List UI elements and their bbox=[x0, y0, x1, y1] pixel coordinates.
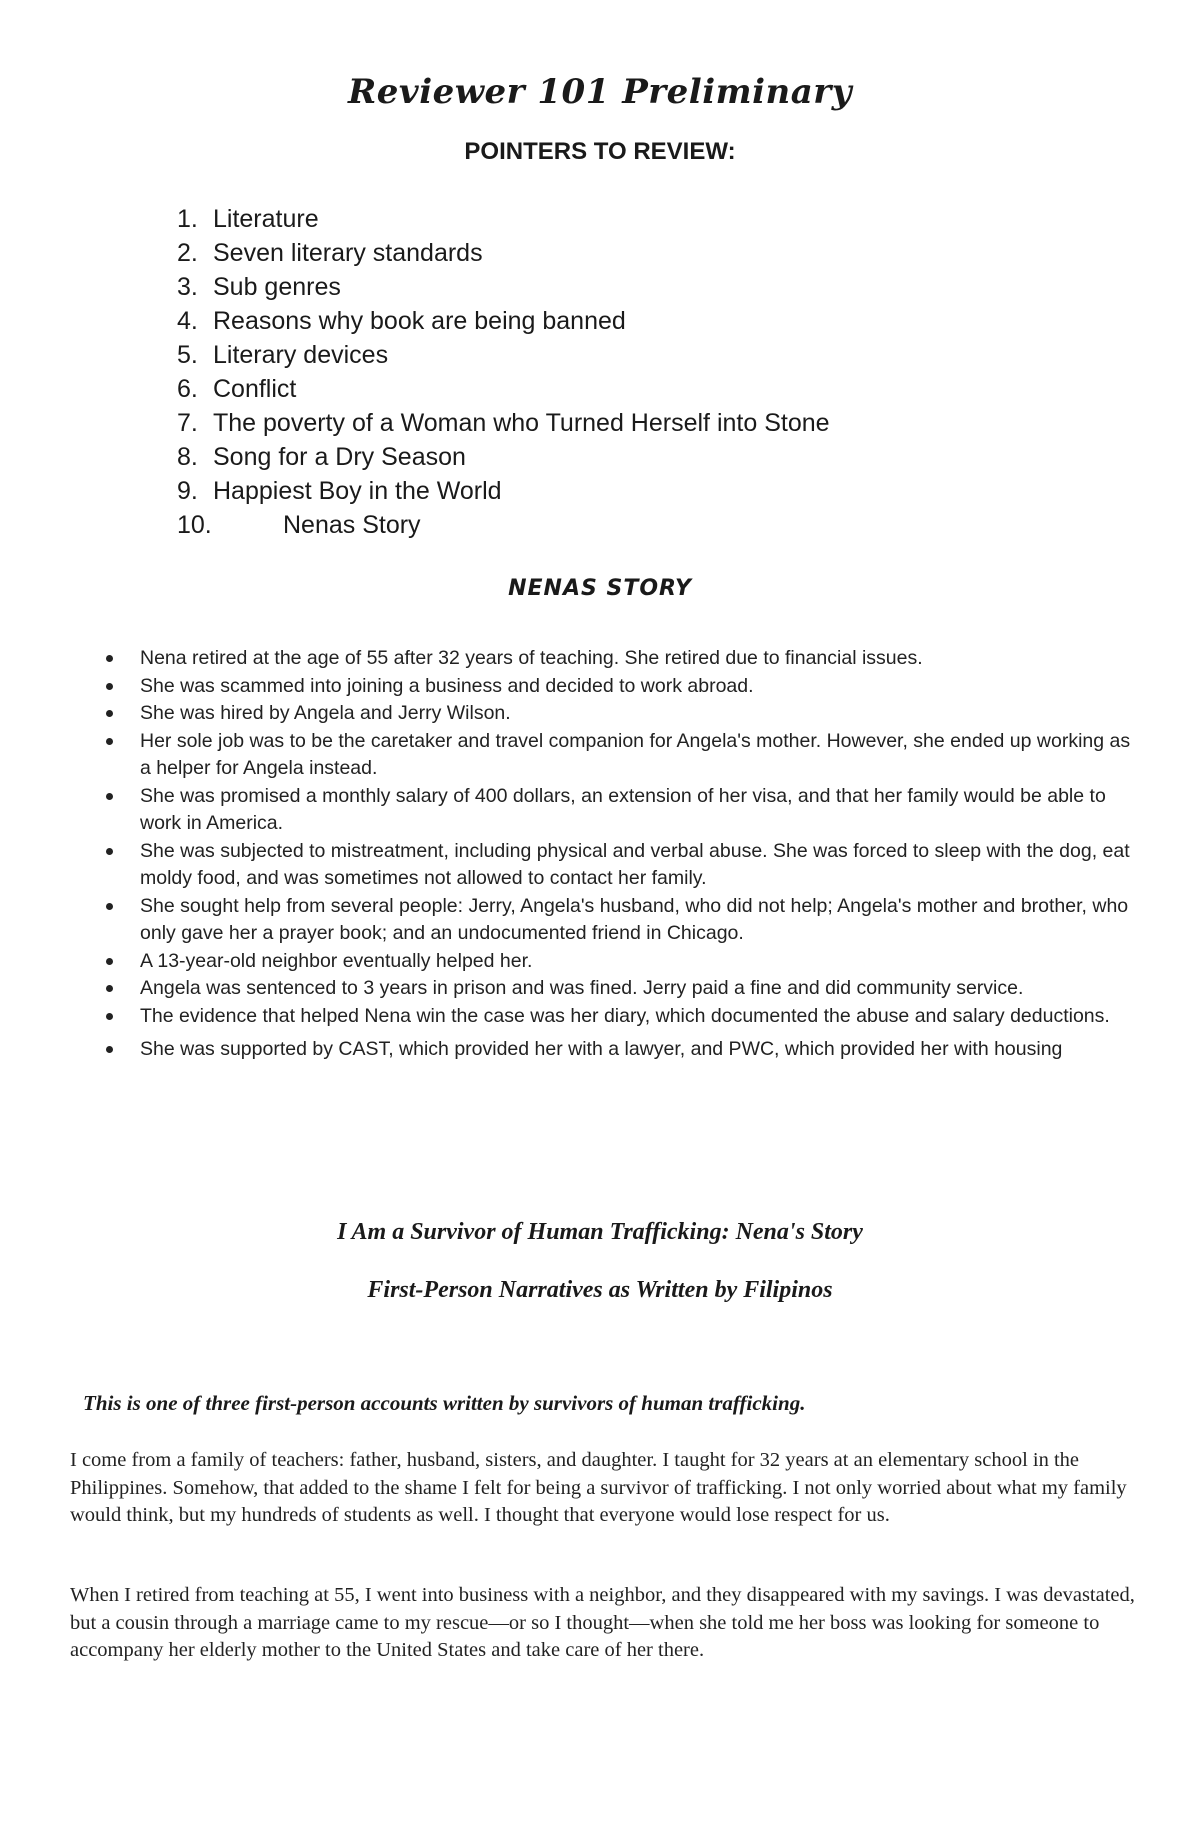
pointer-number: 5. bbox=[177, 341, 198, 369]
summary-item bbox=[104, 700, 1134, 728]
pointer-item bbox=[177, 338, 830, 372]
pointer-number: 1. bbox=[177, 205, 198, 233]
bullet-icon bbox=[106, 710, 113, 717]
summary-text: She sought help from several people: Jerry, Angela's husband, who did not help; Angela's mother and brother, who only gave her a prayer book; and an undocumented friend in Chicago. bbox=[140, 894, 1129, 944]
pointer-item bbox=[177, 202, 830, 236]
pointer-number: 2. bbox=[177, 239, 198, 267]
pointer-text: Conflict bbox=[213, 375, 297, 403]
pointer-number: 7. bbox=[177, 409, 198, 437]
summary-text: The evidence that helped Nena win the case was her diary, which documented the abuse and salary deductions. bbox=[140, 1004, 1110, 1027]
summary-item bbox=[104, 728, 1134, 783]
pointer-text: Song for a Dry Season bbox=[213, 443, 466, 471]
pointer-number: 8. bbox=[177, 443, 198, 471]
summary-text: A 13-year-old neighbor eventually helped her. bbox=[140, 949, 533, 972]
section-heading: NENAS STORY bbox=[508, 576, 692, 601]
summary-item bbox=[104, 673, 1134, 701]
bullet-icon bbox=[106, 848, 113, 855]
summary-text: She was subjected to mistreatment, including physical and verbal abuse. She was forced to sleep with the dog, eat moldy food, and was sometimes not allowed to contact her family. bbox=[140, 839, 1130, 889]
summary-item bbox=[104, 948, 1134, 976]
bullet-icon bbox=[106, 985, 113, 992]
pointer-item bbox=[177, 372, 830, 406]
bullet-icon bbox=[106, 655, 113, 662]
bullet-icon bbox=[106, 738, 113, 745]
summary-text: She was promised a monthly salary of 400 dollars, an extension of her visa, and that her family would be able to work in America. bbox=[140, 784, 1106, 834]
pointers-heading: POINTERS TO REVIEW: bbox=[464, 138, 736, 165]
bullet-icon bbox=[106, 683, 113, 690]
document-title: Reviewer 101 Preliminary bbox=[348, 72, 852, 112]
pointer-item bbox=[177, 270, 830, 304]
summary-item bbox=[104, 1003, 1134, 1031]
pointer-number: 3. bbox=[177, 273, 198, 301]
summary-text: She was hired by Angela and Jerry Wilson. bbox=[140, 702, 511, 724]
summary-list bbox=[104, 645, 1134, 1064]
pointer-item bbox=[177, 406, 830, 440]
bullet-icon bbox=[106, 1046, 113, 1053]
summary-item bbox=[104, 645, 1134, 673]
pointer-item bbox=[177, 304, 830, 338]
pointer-text: Literary devices bbox=[213, 341, 389, 369]
story-paragraph: I come from a family of teachers: father, husband, sisters, and daughter. I taught for 32 years at an elementary school in the Philippines. Somehow, that added to the shame I felt for being a survivor of trafficking. I not only worried about what my family would think, but my hundreds of students as well. I thought that everyone would lose respect for us. bbox=[70, 1449, 1127, 1526]
bullet-icon bbox=[106, 1013, 113, 1020]
bullet-icon bbox=[106, 903, 113, 910]
pointer-text: Sub genres bbox=[213, 273, 341, 301]
story-subtitle: First-Person Narratives as Written by Filipinos bbox=[367, 1277, 833, 1303]
summary-text: Her sole job was to be the caretaker and travel companion for Angela's mother. However, she ended up working as a helper for Angela instead. bbox=[140, 729, 1131, 779]
pointer-item bbox=[177, 440, 830, 474]
pointer-text: Seven literary standards bbox=[213, 239, 483, 267]
pointer-number: 9. bbox=[177, 477, 198, 505]
pointer-item bbox=[177, 508, 830, 542]
pointers-list bbox=[177, 202, 830, 542]
summary-text: She was supported by CAST, which provided her with a lawyer, and PWC, which provided her with housing bbox=[140, 1038, 1063, 1060]
pointer-text: Happiest Boy in the World bbox=[213, 477, 502, 505]
pointer-text: The poverty of a Woman who Turned Herself into Stone bbox=[213, 409, 830, 437]
pointer-number: 6. bbox=[177, 375, 198, 403]
pointer-text: Nenas Story bbox=[283, 511, 421, 539]
summary-text: Nena retired at the age of 55 after 32 years of teaching. She retired due to financial issues. bbox=[140, 647, 923, 669]
summary-item bbox=[104, 1036, 1134, 1064]
pointer-item bbox=[177, 236, 830, 270]
summary-item bbox=[104, 838, 1134, 893]
bullet-icon bbox=[106, 793, 113, 800]
bullet-icon bbox=[106, 958, 113, 965]
summary-item bbox=[104, 893, 1134, 948]
pointer-text: Literature bbox=[213, 205, 319, 233]
story-title: I Am a Survivor of Human Trafficking: Nena's Story bbox=[337, 1219, 863, 1245]
pointer-text: Reasons why book are being banned bbox=[213, 307, 626, 335]
summary-text: She was scammed into joining a business and decided to work abroad. bbox=[140, 674, 754, 697]
pointer-number: 10. bbox=[177, 511, 212, 539]
pointer-item bbox=[177, 474, 830, 508]
pointer-number: 4. bbox=[177, 307, 198, 335]
summary-text: Angela was sentenced to 3 years in prison and was fined. Jerry paid a fine and did community service. bbox=[140, 977, 1024, 999]
summary-item bbox=[104, 783, 1134, 838]
story-paragraph: When I retired from teaching at 55, I went into business with a neighbor, and they disappeared with my savings. I was devastated, but a cousin through a marriage came to my rescue—or so I thought—when she told me her boss was looking for someone to accompany her elderly mother to the United States and take care of her there. bbox=[70, 1584, 1135, 1661]
story-intro: This is one of three first-person accounts written by survivors of human trafficking. bbox=[83, 1391, 806, 1415]
summary-item bbox=[104, 975, 1134, 1003]
